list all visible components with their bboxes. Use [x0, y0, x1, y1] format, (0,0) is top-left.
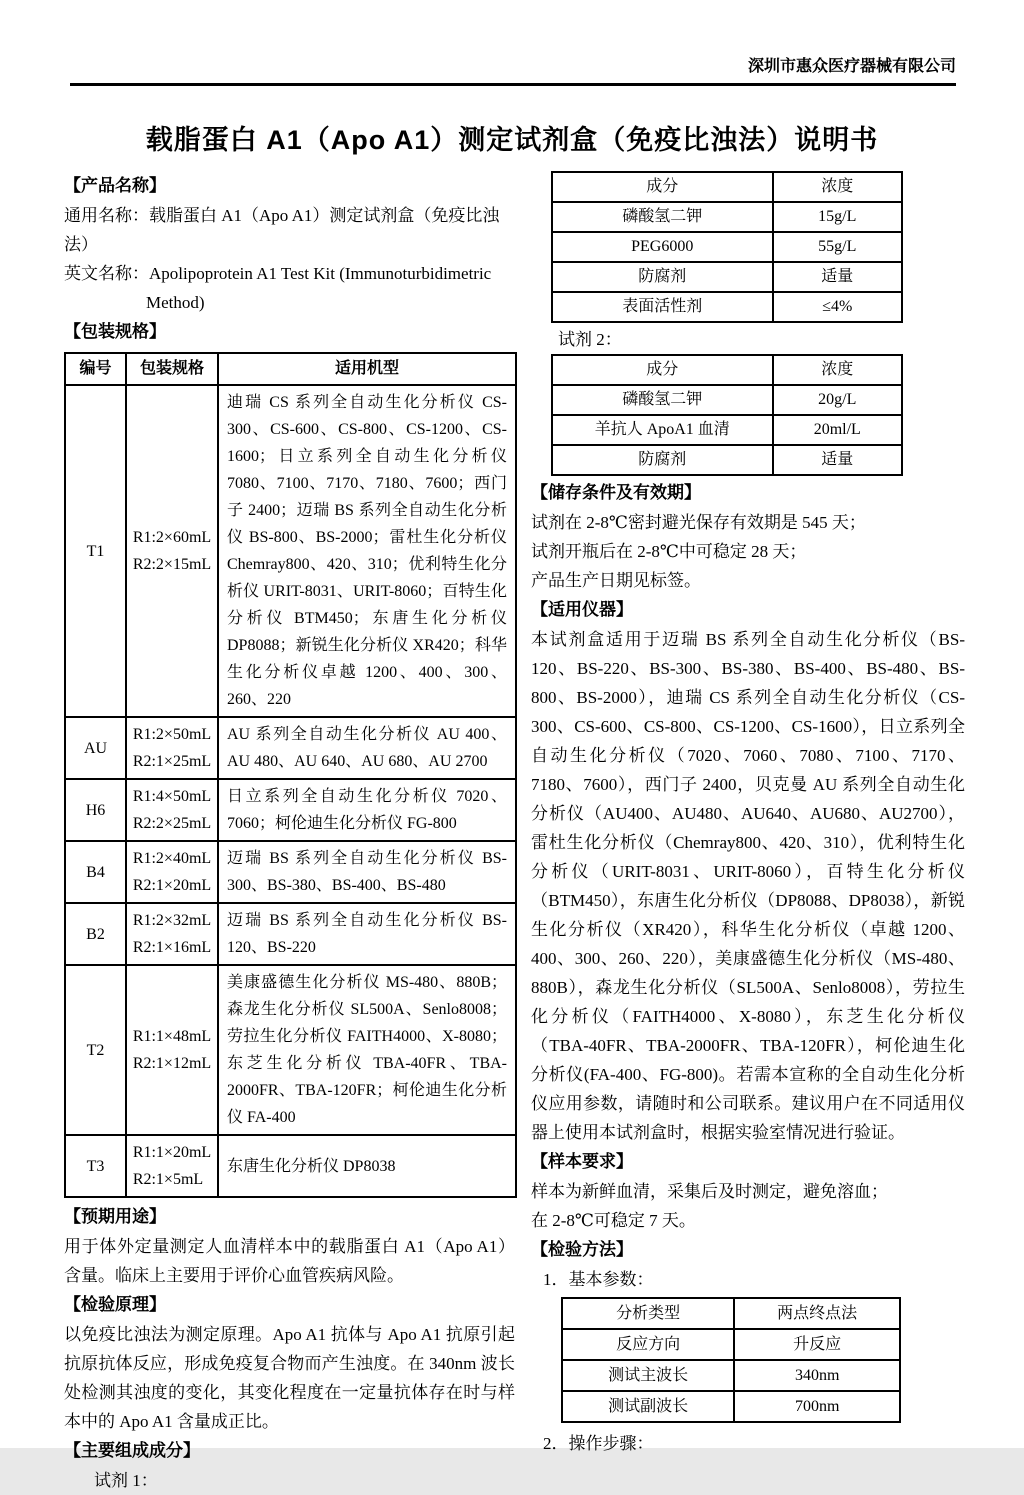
- cell-concentration: 55g/L: [773, 232, 903, 262]
- cell-models: 日立系列全自动生化分析仪 7020、7060；柯伦迪生化分析仪 FG-800: [218, 779, 516, 841]
- cell-component: 防腐剂: [552, 445, 773, 475]
- cell-concentration: ≤4%: [773, 292, 903, 322]
- table-row: [552, 445, 902, 475]
- sample-line: 样本为新鲜血清，采集后及时测定，避免溶血；: [531, 1182, 888, 1201]
- cell-concentration: 适量: [773, 445, 903, 475]
- reagent1-label: 试剂 1：: [94, 1471, 158, 1490]
- section-heading-packaging: 【包装规格】: [64, 322, 166, 341]
- cell-spec: [126, 385, 218, 717]
- storage-line: 试剂在 2-8℃密封避光保存有效期是 545 天；: [531, 513, 866, 532]
- column-header-models: 适用机型: [218, 353, 516, 385]
- cell-param-name: 测试主波长: [562, 1360, 734, 1391]
- cell-component: 防腐剂: [552, 262, 773, 292]
- cell-code: T1: [65, 385, 126, 717]
- spec-line: R1:4×50mL: [132, 788, 212, 805]
- spec-line: R1:2×60mL: [132, 529, 212, 546]
- column-header-concentration: 浓度: [773, 172, 903, 202]
- packaging-header-row: [65, 353, 516, 385]
- cell-models: 迪瑞 CS 系列全自动生化分析仪 CS-300、CS-600、CS-800、CS-1200、CS-1600；日立系列全自动生化分析仪 7080、7100、7170、7180、7600；西门子 2400；迈瑞 BS 系列全自动生化分析仪 BS-800、BS-2000；雷杜生化分析仪 Chemray800、420、310；优利特生化分析仪 URIT-8031、URIT-8060；百特生化分析仪 BTM450；东唐生化分析仪 DP8088；新锐生化分析仪 XR420；科华生化分析仪卓越 1200、400、300、260、220: [218, 385, 516, 717]
- method-item-operation-steps: 2．操作步骤：: [543, 1434, 654, 1453]
- section-heading-instruments: 【适用仪器】: [531, 600, 633, 619]
- section-heading-principle: 【检验原理】: [64, 1295, 166, 1314]
- spec-line: R2:2×25mL: [132, 815, 212, 832]
- company-name: 深圳市惠众医疗器械有限公司: [747, 58, 956, 75]
- table-row: [552, 202, 902, 232]
- right-column: [531, 171, 965, 1458]
- cell-code: AU: [65, 717, 126, 779]
- cell-spec: [126, 841, 218, 903]
- cell-code: T2: [65, 965, 126, 1135]
- spec-line: R1:2×50mL: [132, 726, 212, 743]
- storage-line: 试剂开瓶后在 2-8℃中可稳定 28 天；: [531, 542, 807, 561]
- cell-param-name: 测试副波长: [562, 1391, 734, 1422]
- page-header: [0, 0, 1024, 86]
- spec-line: R2:1×25mL: [132, 753, 212, 770]
- cell-models: 美康盛德生化分析仪 MS-480、880B；森龙生化分析仪 SL500A、Senlo8008；劳拉生化分析仪 FAITH4000、X-8080；东芝生化分析仪 TBA-40FR、TBA-2000FR、TBA-120FR；柯伦迪生化分析仪 FA-400: [218, 965, 516, 1135]
- cell-spec: [126, 779, 218, 841]
- table-row: [65, 717, 516, 779]
- packaging-table: [64, 352, 517, 1198]
- cell-param-value: 升反应: [734, 1329, 900, 1360]
- cell-component: 羊抗人 ApoA1 血清: [552, 415, 773, 445]
- principle-text: 以免疫比浊法为测定原理。Apo A1 抗体与 Apo A1 抗原引起抗原抗体反应，形成免疫复合物而产生浊度。在 340nm 波长处检测其浊度的变化，其变化程度在一定量抗体存在时与样本中的 Apo A1 含量成正比。: [64, 1325, 515, 1431]
- spec-line: R1:2×32mL: [132, 912, 212, 929]
- cell-models: 迈瑞 BS 系列全自动生化分析仪 BS-300、BS-380、BS-400、BS-480: [218, 841, 516, 903]
- table-row: [552, 385, 902, 415]
- table-row: [65, 385, 516, 717]
- storage-line: 产品生产日期见标签。: [531, 571, 701, 590]
- table-row: [552, 292, 902, 322]
- reagent2-label: 试剂 2：: [558, 330, 622, 349]
- column-header-component: 成分: [552, 172, 773, 202]
- basic-params-table: [561, 1297, 901, 1423]
- section-heading-composition: 【主要组成成分】: [64, 1441, 200, 1460]
- column-header-component: 成分: [552, 355, 773, 385]
- cell-models: 迈瑞 BS 系列全自动生化分析仪 BS-120、BS-220: [218, 903, 516, 965]
- column-header-concentration: 浓度: [773, 355, 903, 385]
- section-heading-intended-use: 【预期用途】: [64, 1207, 166, 1226]
- spec-line: R2:1×5mL: [132, 1171, 204, 1188]
- table-row: [65, 841, 516, 903]
- cell-concentration: 20g/L: [773, 385, 903, 415]
- table-row: [552, 172, 902, 202]
- table-row: [65, 903, 516, 965]
- table-row: [562, 1391, 900, 1422]
- cell-code: B4: [65, 841, 126, 903]
- spec-line: R2:1×20mL: [132, 877, 212, 894]
- section-heading-sample: 【样本要求】: [531, 1152, 633, 1171]
- spec-line: R2:2×15mL: [132, 556, 212, 573]
- cell-concentration: 20ml/L: [773, 415, 903, 445]
- section-heading-storage: 【储存条件及有效期】: [531, 483, 701, 502]
- header-rule: [70, 83, 956, 86]
- cell-component: 磷酸氢二钾: [552, 385, 773, 415]
- method-item-basic-params: 1．基本参数：: [543, 1270, 654, 1289]
- cell-concentration: 15g/L: [773, 202, 903, 232]
- cell-models: 东唐生化分析仪 DP8038: [218, 1135, 516, 1197]
- left-column: [64, 171, 515, 1495]
- column-header-code: 编号: [65, 353, 126, 385]
- product-english-name: 英文名称：Apolipoprotein A1 Test Kit (Immunoturbidimetric: [64, 264, 492, 283]
- spec-line: R2:1×16mL: [132, 939, 212, 956]
- cell-param-name: 反应方向: [562, 1329, 734, 1360]
- instruments-text: 本试剂盒适用于迈瑞 BS 系列全自动生化分析仪（BS-120、BS-220、BS-300、BS-380、BS-400、BS-480、BS-800、BS-2000），迪瑞 CS 系列全自动生化分析仪（CS-300、CS-600、CS-800、CS-1200、CS-1600），日立系列全自动生化分析仪（7020、7060、7080、7100、7170、7180、7600），西门子 2400，贝克曼 AU 系列全自动生化分析仪（AU400、AU480、AU640、AU680、AU2700），雷杜生化分析仪（Chemray800、420、310），优利特生化分析仪（URIT-8031、URIT-8060），百特生化分析仪（BTM450），东唐生化分析仪（DP8088、DP8038），新锐生化分析仪（XR420），科华生化分析仪（卓越 1200、400、300、260、220），美康盛德生化分析仪（MS-480、880B），森龙生化分析仪（SL500A、Senlo8008），劳拉生化分析仪（FAITH4000、X-8080），东芝生化分析仪（TBA-40FR、TBA-2000FR、TBA-120FR），柯伦迪生化分析仪(FA-400、FG-800)。若需本宣称的全自动生化分析仪应用参数，请随时和公司联系。建议用户在不同适用仪器上使用本试剂盒时，根据实验室情况进行验证。: [531, 630, 965, 1142]
- product-common-name: 通用名称：载脂蛋白 A1（Apo A1）测定试剂盒（免疫比浊法）: [64, 206, 500, 254]
- reagent2-table: [551, 354, 903, 476]
- product-english-name-cont: Method): [146, 293, 205, 312]
- document-title: 载脂蛋白 A1（Apo A1）测定试剂盒（免疫比浊法）说明书: [145, 125, 879, 155]
- table-row: [552, 415, 902, 445]
- cell-spec: [126, 1135, 218, 1197]
- sample-line: 在 2-8℃可稳定 7 天。: [531, 1211, 696, 1230]
- cell-spec: [126, 965, 218, 1135]
- spec-line: R1:1×20mL: [132, 1144, 212, 1161]
- cell-param-value: 两点终点法: [734, 1298, 900, 1329]
- cell-models: AU 系列全自动生化分析仪 AU 400、AU 480、AU 640、AU 680、AU 2700: [218, 717, 516, 779]
- table-row: [65, 965, 516, 1135]
- cell-param-value: 340nm: [734, 1360, 900, 1391]
- cell-param-value: 700nm: [734, 1391, 900, 1422]
- cell-component: 表面活性剂: [552, 292, 773, 322]
- table-row: [552, 355, 902, 385]
- cell-component: PEG6000: [552, 232, 773, 262]
- cell-code: T3: [65, 1135, 126, 1197]
- reagent1-table: [551, 171, 903, 323]
- cell-code: B2: [65, 903, 126, 965]
- cell-code: H6: [65, 779, 126, 841]
- table-row: [562, 1360, 900, 1391]
- column-header-spec: 包装规格: [126, 353, 218, 385]
- cell-concentration: 适量: [773, 262, 903, 292]
- table-row: [552, 232, 902, 262]
- cell-component: 磷酸氢二钾: [552, 202, 773, 232]
- table-row: [562, 1298, 900, 1329]
- table-row: [65, 1135, 516, 1197]
- section-heading-product-name: 【产品名称】: [64, 176, 166, 195]
- section-heading-method: 【检验方法】: [531, 1240, 633, 1259]
- table-row: [562, 1329, 900, 1360]
- table-row: [65, 779, 516, 841]
- cell-spec: [126, 717, 218, 779]
- spec-line: R2:1×12mL: [132, 1055, 212, 1072]
- spec-line: R1:2×40mL: [132, 850, 212, 867]
- cell-param-name: 分析类型: [562, 1298, 734, 1329]
- intended-use-text: 用于体外定量测定人血清样本中的载脂蛋白 A1（Apo A1）含量。临床上主要用于评价心血管疾病风险。: [64, 1237, 515, 1285]
- spec-line: R1:1×48mL: [132, 1028, 212, 1045]
- content-columns: [0, 171, 1024, 1495]
- table-row: [552, 262, 902, 292]
- cell-spec: [126, 903, 218, 965]
